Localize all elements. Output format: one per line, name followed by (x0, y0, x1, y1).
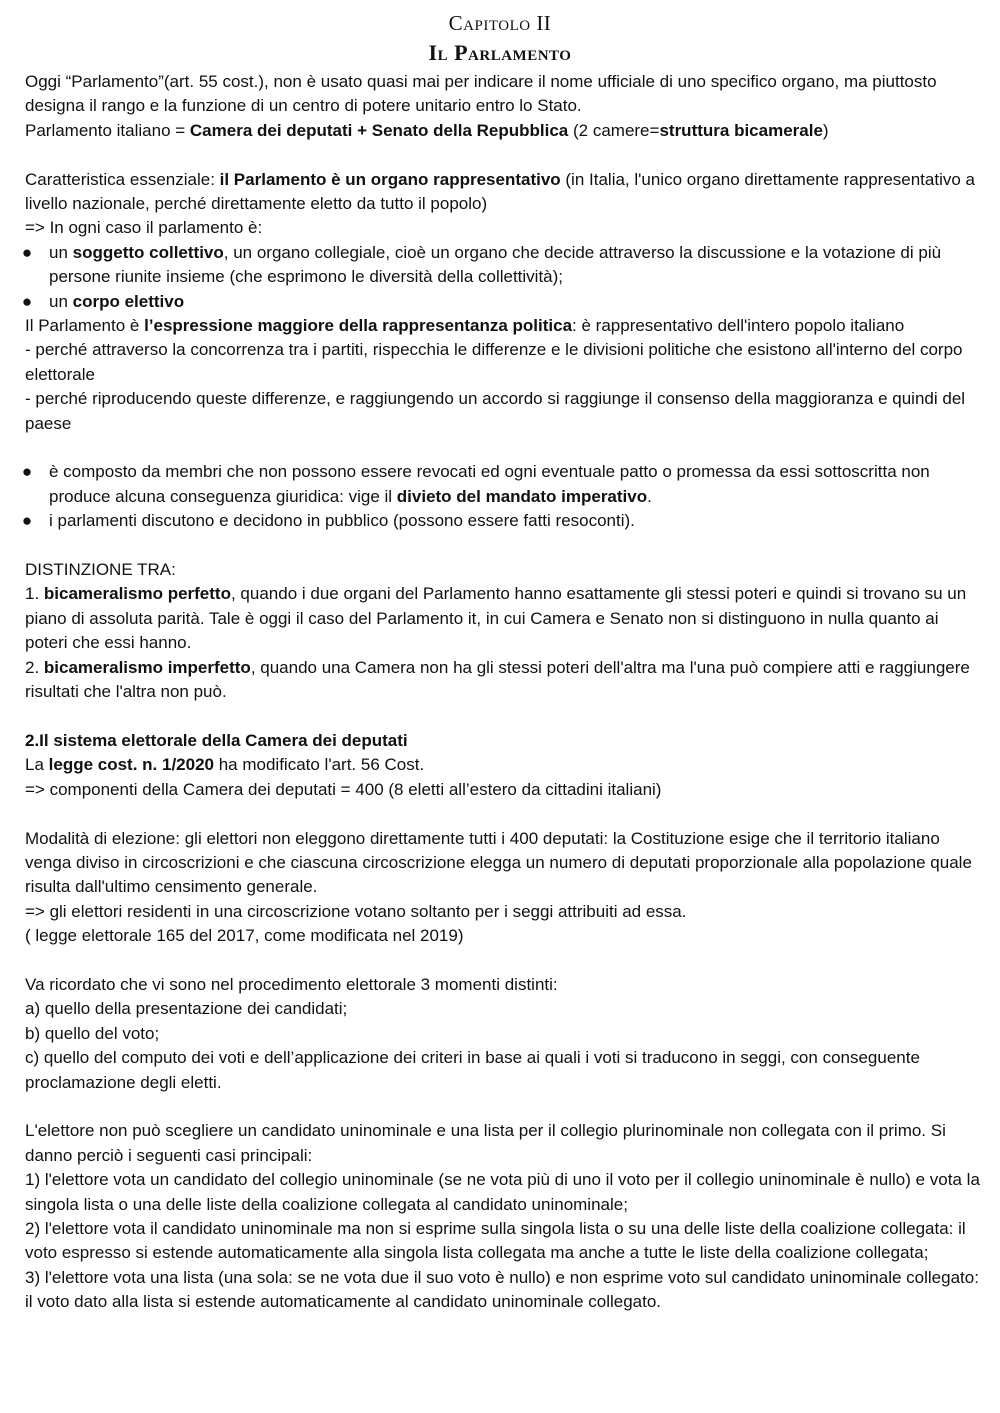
legge-paragraph (25, 753, 980, 777)
distinzione-heading: DISTINZIONE TRA: (25, 560, 176, 580)
text-span: . (647, 486, 652, 506)
text-span: è composto da membri che non possono essere revocati ed ogni eventuale patto o promessa da essi sottoscritta non produce alcuna conseguenza giuridica: vige il (49, 462, 930, 506)
bullet-item (21, 509, 980, 533)
text-span: , quando i due organi del Parlamento hanno esattamente gli stessi poteri e quindi si trovano su un piano di assoluta parità. Tale è oggi il caso del Parlamento it, in cui Camera e Senato non si distinguono in nulla quanto ai poteri che essi hanno. (25, 584, 967, 653)
text-span: i parlamenti discutono e decidono in pubblico (possono essere fatti resoconti). (49, 511, 635, 531)
espressione-reason-2: - perché riproducendo queste differenze, e raggiungendo un accordo si raggiunge il consenso della maggioranza e quindi del paese (25, 389, 966, 433)
document-body (21, 70, 980, 1315)
momenti-intro: Va ricordato che vi sono nel procedimento elettorale 3 momenti distinti: (25, 974, 558, 994)
chapter-label: Capitolo II (448, 11, 552, 35)
caratteristica-lead: => In ogni caso il parlamento è: (25, 218, 263, 238)
casi-intro: L'elettore non può scegliere un candidato uninominale e una lista per il collegio plurinominale non collegata con il primo. Si danno perciò i seguenti casi principali: (25, 1121, 946, 1165)
chapter-title: Il Parlamento (428, 40, 572, 65)
text-span: Caratteristica essenziale: (25, 169, 220, 189)
text-span: Il Parlamento è (25, 316, 145, 336)
modalita-paragraph: Modalità di elezione: gli elettori non eleggono direttamente tutti i 400 deputati: la Costituzione esige che il territorio italiano venga diviso in circoscrizioni e che ciascuna circoscrizione elegga un numero di deputati proporzionale alla popolazione quale risulta dall'ultimo censimento generale. (25, 828, 972, 897)
elettori-paragraph: => gli elettori residenti in una circoscrizione votano soltanto per i seggi attribuiti ad essa. (25, 901, 687, 921)
text-span: : è rappresentativo dell'intero popolo italiano (572, 316, 905, 336)
text-span: ha modificato l'art. 56 Cost. (214, 755, 425, 775)
momenti-item-b: b) quello del voto; (25, 1023, 160, 1043)
text-span: (2 camere= (568, 120, 660, 140)
bullet-item (21, 460, 980, 509)
distinzione-item-1 (25, 582, 980, 655)
bold-span: Camera dei deputati + Senato della Repubblica (189, 120, 569, 140)
bullet-icon: ● (21, 511, 33, 531)
casi-item-2: 2) l'elettore vota il candidato uninominale ma non si esprime sulla singola lista o su una delle liste della coalizione collegata: il voto espresso si estende automaticamente alla singola lista collegata ma anche a tutte le liste della coalizione collegata; (25, 1218, 966, 1263)
bold-span: bicameralismo imperfetto (43, 657, 251, 677)
bullet-icon: ● (21, 291, 33, 311)
text-span: un (49, 291, 73, 311)
bullet-item (21, 241, 980, 290)
distinzione-item-2 (25, 656, 980, 705)
bold-span: struttura bicamerale (659, 120, 823, 140)
text-span: Parlamento italiano = (25, 120, 190, 140)
text-span: (in Italia, l'unico organo direttamente rappresentativo a livello nazionale, perché direttamente eletto da tutto il popolo) (25, 169, 975, 214)
espressione-reason-1: - perché attraverso la concorrenza tra i partiti, rispecchia le differenze e le divisioni politiche che esistono all'interno del corpo elettorale (25, 340, 963, 384)
bold-span: il Parlamento è un organo rappresentativo (219, 169, 561, 189)
text-span: ) (822, 120, 829, 140)
bold-span: 2.Il sistema elettorale della Camera dei deputati (25, 730, 408, 750)
bullet-item (21, 290, 980, 314)
componenti-paragraph: => componenti della Camera dei deputati = 400 (8 eletti all’estero da cittadini italiani) (25, 779, 662, 799)
text-span: La (25, 755, 49, 775)
text-span: 1. (25, 584, 44, 604)
text-span: 2. (25, 657, 44, 677)
bold-span: corpo elettivo (72, 291, 185, 311)
section-heading (25, 729, 980, 753)
momenti-item-c: c) quello del computo dei voti e dell’applicazione dei criteri in base ai quali i voti si traducono in seggi, con conseguente proclamazione degli eletti. (25, 1048, 920, 1092)
bold-span: soggetto collettivo (72, 242, 224, 262)
momenti-item-a: a) quello della presentazione dei candidati; (25, 999, 348, 1019)
text-span: , un organo collegiale, cioè un organo che decide attraverso la discussione e la votazione di più persone riunite insieme (che esprimono le diversità della collettività); (49, 242, 942, 287)
bullet-icon: ● (21, 462, 33, 482)
bold-span: l’espressione maggiore della rappresentanza politica (144, 316, 573, 336)
caratteristica-paragraph (25, 168, 980, 217)
text-span: un (49, 242, 73, 262)
bold-span: bicameralismo perfetto (43, 584, 231, 604)
bold-span: divieto del mandato imperativo (396, 486, 648, 506)
casi-item-1: 1) l'elettore vota un candidato del collegio uninominale (se ne vota più di uno il voto per il collegio uninominale è nullo) e vota la singola lista o una delle liste della coalizione collegata al candidato uninominale; (25, 1170, 980, 1214)
parlamento-definition (25, 119, 980, 143)
casi-item-3: 3) l'elettore vota una lista (una sola: se ne vota due il suo voto è nullo) e non esprime voto sul candidato uninominale collegato: il voto dato alla lista si estende automaticamente al candidato uninominale collegato. (25, 1267, 979, 1312)
bullet-icon: ● (21, 242, 33, 262)
intro-paragraph: Oggi “Parlamento”(art. 55 cost.), non è usato quasi mai per indicare il nome ufficiale di uno specifico organo, ma piuttosto designa il rango e la funzione di un centro di potere unitario entro lo Stato. (25, 72, 937, 116)
bold-span: legge cost. n. 1/2020 (48, 755, 214, 775)
legge-elettorale-paragraph: ( legge elettorale 165 del 2017, come modificata nel 2019) (25, 926, 464, 946)
espressione-paragraph (25, 314, 980, 338)
text-span: , quando una Camera non ha gli stessi poteri dell'altra ma l'una può compiere atti e raggiungere risultati che l'altra non può. (25, 657, 970, 702)
